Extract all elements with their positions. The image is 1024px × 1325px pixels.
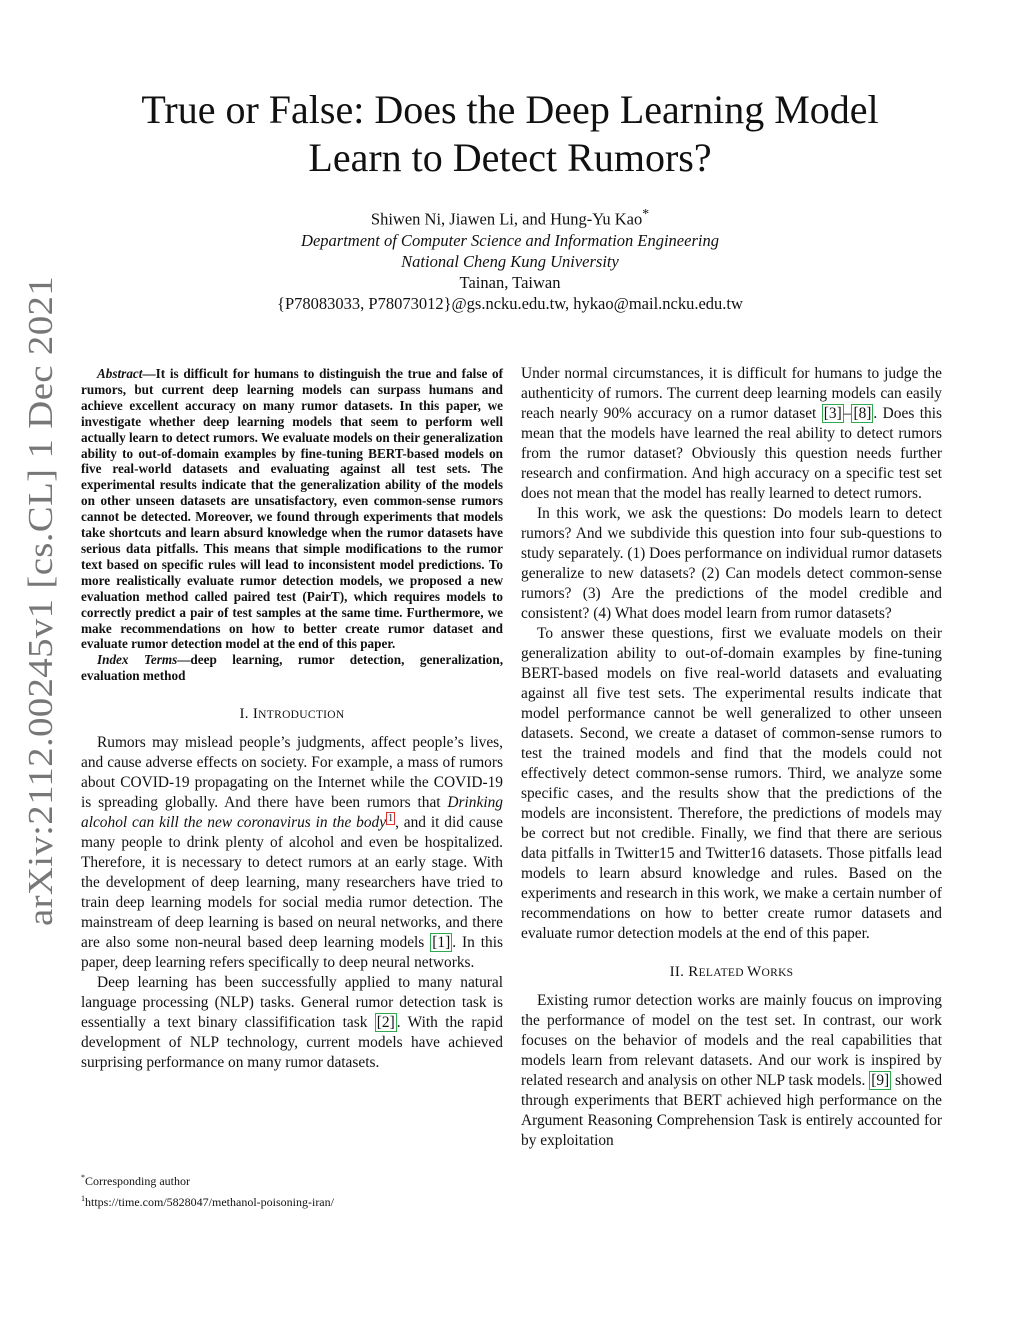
author-names: Shiwen Ni, Jiawen Li, and Hung-Yu Kao* <box>370 206 650 229</box>
intro-paragraph-2: Deep learning has been successfully applied to many natural language processing (NLP) tasks. General rumor detection task is essentially a text binary classifification task [2] . With the rapid development of NLP technology, current models have achieved surprising performance on many rumor datasets. <box>81 974 503 1072</box>
citation-link-9[interactable]: [9] <box>871 1072 890 1089</box>
right-column <box>521 364 942 1151</box>
author-department: Department of Computer Science and Information Engineering <box>301 230 719 250</box>
author-emails: {P78083033, P78073012}@gs.ncku.edu.tw, hykao@mail.ncku.edu.tw <box>277 293 743 313</box>
abstract-text: —It is difficult for humans to distinguish the true and false of rumors, but current deep learning models can surpass humans and achieve excellent accuracy on many rumor datasets. In this paper, we investigate whether deep learning models that seem to perform well actually learn to detect rumors. We evaluate models on their generalization ability to out-of-domain examples by fine-tuning BERT-based models on five real-world datasets and evaluating against all test sets. The experimental results indicate that the generalization ability of the models on other unseen datasets are unsatisfactory, even common-sense rumors cannot be detected. Moreover, we found through experiments that models take shortcuts and learn absurd knowledge when the rumor datasets have serious data pitfalls. This means that simple modifications to the rumor text based on specific rules will lead to inconsistent model predictions. To more realistically evaluate rumor detection models, we proposed a new evaluation method called paired test (PairT), which requires models to correctly predict a pair of test samples at the same time. Furthermore, we make recommendations on how to better create rumor dataset and evaluate rumor detection model at the end of this paper. <box>81 366 503 652</box>
citation-link-8[interactable]: [8] <box>853 405 872 422</box>
index-terms-label: Index Terms <box>97 652 178 668</box>
right-paragraph-1: Under normal circumstances, it is difficult for humans to judge the authenticity of rumors. The current deep learning models can easily reach nearly 90% accuracy on a rumor dataset [3] – [8] . Does this mean that the models have learned the real ability to detect rumors from the rumor dataset? Obviously this question needs further research and confirmation. And high accuracy on a specific test set does not mean that the model has really learned to detect rumors. <box>521 365 942 502</box>
paper-title <box>110 86 910 182</box>
citation-link-2[interactable]: [2] <box>376 1014 395 1032</box>
footnotes <box>81 1169 501 1211</box>
arxiv-identifier <box>14 270 64 930</box>
citation-link-3[interactable]: [3] <box>823 405 842 422</box>
title-line-2: Learn to Detect Rumors? <box>308 135 712 180</box>
footnote-url[interactable]: https://time.com/5828047/methanol-poisoning-iran/ <box>85 1195 334 1209</box>
abstract-label: Abstract <box>97 366 143 381</box>
author-location: Tainan, Taiwan <box>459 272 561 292</box>
arxiv-id-text: arXiv:2112.00245v1 [cs.CL] 1 Dec 2021 <box>21 340 60 926</box>
right-paragraph-2: In this work, we ask the questions: Do models learn to detect rumors? And we subdivide this question into four sub-questions to study separately. (1) Does performance on individual rumor datasets generalize to new datasets? (2) Can models detect common-sense rumors? (3) Are the predictions of the model credible and consistent? (4) What does model learn from rumor datasets? <box>521 505 942 622</box>
left-column <box>81 366 503 1073</box>
corresponding-mark: * <box>642 206 650 221</box>
abstract <box>81 366 503 652</box>
section-heading-related-works: II. RELATED WORKS <box>669 964 794 980</box>
title-line-1: True or False: Does the Deep Learning Model <box>141 87 879 132</box>
footnote-link-1[interactable]: 1 <box>388 813 394 824</box>
index-terms-text: —deep learning, rumor detection, generalization, evaluation method <box>81 652 503 684</box>
rumor-quote: Drinking alcohol can kill the new coronavirus in the body <box>81 794 503 832</box>
right-paragraph-3: To answer these questions, first we evaluate models on their generalization ability to out-of-domain examples by fine-tuning BERT-based models on five real-world datasets and evaluating against all five test sets. The experimental results indicate that model performance cannot be well generalized to other unseen datasets. Second, we create a dataset of common-sense rumors to test the trained models and find that the models could not effectively detect common-sense rumors. Third, we analyze some specific cases, and the results show that the predictions of the models are inconsistent. Therefore, the predictions of models may be correct but not credible. Finally, we find that there are serious data pitfalls in Twitter15 and Twitter16 datasets. Those pitfalls lead models to learn absurd knowledge and rules. Based on the experiments and research in this work, we make a certain number of recommendations on how to better create rumor datasets and evaluate rumor detection models at the end of this paper. <box>521 625 942 942</box>
footnote-corresponding: *Corresponding author <box>81 1173 190 1188</box>
section-heading-introduction: I. INTRODUCTION <box>239 706 345 723</box>
footnote-1: $^1$https://time.com/5828047/methanol-poisoning-iran/ <box>81 1194 334 1209</box>
citation-link-1[interactable]: [1] <box>432 934 451 952</box>
author-block <box>110 203 910 314</box>
intro-paragraph-1: Rumors may mislead people’s judgments, affect people’s lives, and cause adverse effects on society. For example, a mass of rumors about COVID-19 propagating on the Internet while the COVID-19 is spreading globally. And there have been rumors that Drinking alcohol can kill the new coronavirus in the body $^1$ , and it did cause many people to drink plenty of alcohol and even be hospitalized. Therefore, it is necessary to detect rumors at an early stage. With the development of deep learning, many researchers have tried to train deep learning models for social media rumor detection. The mainstream of deep learning is based on neural networks, and there are also some non-neural based deep learning models [1] . In this paper, deep learning refers specifically to deep neural networks. <box>81 734 503 972</box>
author-university: National Cheng Kung University <box>401 251 619 271</box>
related-works-paragraph: Existing rumor detection works are mainly foucus on improving the performance of model on the test set. In contrast, our work focuses on the behavior of models and the real capabilities that models learn from relevant datasets. And our work is inspired by related research and analysis on other NLP task models. [9] showed through experiments that BERT achieved high performance on the Argument Reasoning Comprehension Task is entirely accounted for by exploitation <box>521 992 943 1149</box>
index-terms <box>81 652 503 684</box>
